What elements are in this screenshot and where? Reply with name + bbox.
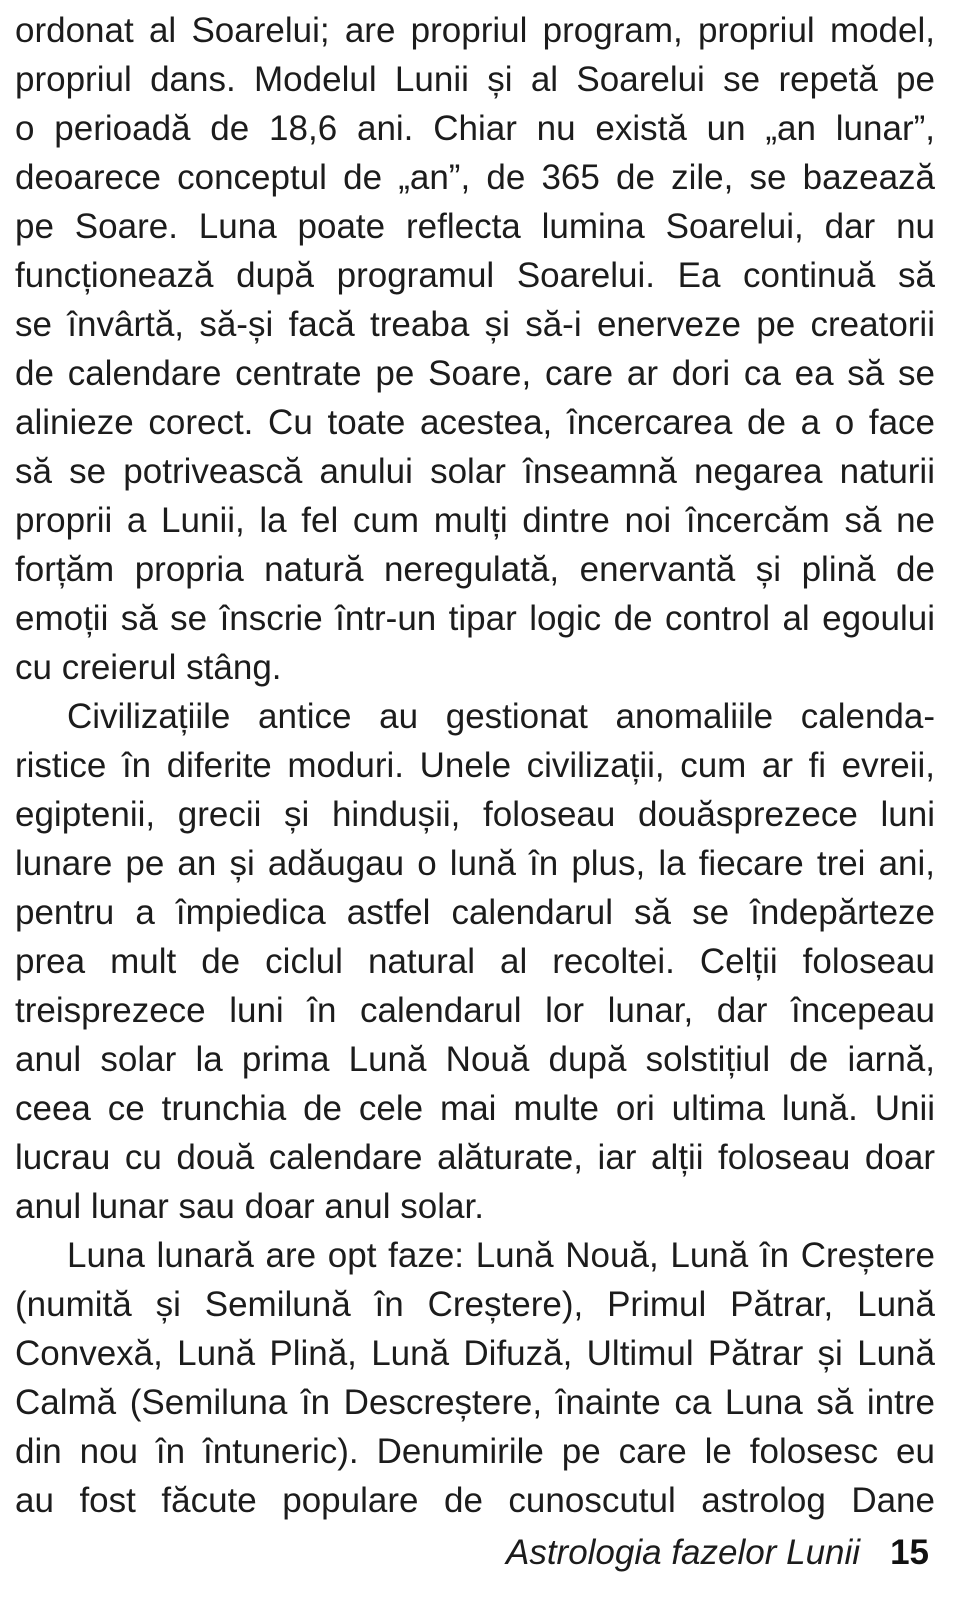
text-line: să se potrivească anului solar înseamnă negarea naturii [15, 452, 935, 491]
text-line: propriul dans. Modelul Lunii și al Soarelui se repetă pe [15, 60, 935, 99]
text-line: o perioadă de 18,6 ani. Chiar nu există un „an lunar”, [15, 109, 935, 148]
text-line: ordonat al Soarelui; are propriul program, propriul model, [15, 11, 935, 50]
text-line: alinieze corect. Cu toate acestea, încercarea de a o face [15, 403, 935, 442]
text-line: anul lunar sau doar anul solar. [15, 1187, 484, 1226]
text-line: deoarece conceptul de „an”, de 365 de zile, se bazează [15, 158, 935, 197]
body-text [15, 6, 935, 1525]
running-footer-book-title: Astrologia fazelor Lunii [505, 1533, 861, 1572]
text-line: forțăm propria natură neregulată, enervantă și plină de [15, 550, 935, 589]
text-line: de calendare centrate pe Soare, care ar dori ca ea să se [15, 354, 935, 393]
text-line: treisprezece luni în calendarul lor lunar, dar începeau [15, 991, 935, 1030]
paragraph [15, 6, 935, 692]
paragraph [15, 1231, 935, 1525]
page-number: 15 [890, 1533, 929, 1572]
text-line: lunare pe an și adăugau o lună în plus, la fiecare trei ani, [15, 844, 935, 883]
paragraph [15, 692, 935, 1231]
text-line: (numită și Semilună în Creștere), Primul Pătrar, Lună [15, 1285, 935, 1324]
text-line: Calmă (Semiluna în Descreștere, înainte ca Luna să intre [15, 1383, 935, 1422]
text-line: ristice în diferite moduri. Unele civilizații, cum ar fi evreii, [15, 746, 935, 785]
text-line: egiptenii, grecii și hindușii, foloseau douăsprezece luni [15, 795, 935, 834]
text-line: au fost făcute populare de cunoscutul astrolog Dane [15, 1481, 935, 1520]
text-line: funcționează după programul Soarelui. Ea continuă să [15, 256, 935, 295]
text-line: se învârtă, să-și facă treaba și să-i enerveze pe creatorii [15, 305, 935, 344]
text-line: pentru a împiedica astfel calendarul să se îndepărteze [15, 893, 935, 932]
text-line: din nou în întuneric). Denumirile pe care le folosesc eu [15, 1432, 935, 1471]
text-line: proprii a Lunii, la fel cum mulți dintre noi încercăm să ne [15, 501, 935, 540]
text-line: Convexă, Lună Plină, Lună Difuză, Ultimul Pătrar și Lună [15, 1334, 935, 1373]
text-line: ceea ce trunchia de cele mai multe ori ultima lună. Unii [15, 1089, 935, 1128]
text-line: Luna lunară are opt faze: Lună Nouă, Lună în Creștere [67, 1236, 935, 1275]
text-line: cu creierul stâng. [15, 648, 282, 687]
text-line: pe Soare. Luna poate reflecta lumina Soarelui, dar nu [15, 207, 935, 246]
text-line: prea mult de ciclul natural al recoltei. Celții foloseau [15, 942, 935, 981]
text-line: anul solar la prima Lună Nouă după solstițiul de iarnă, [15, 1040, 935, 1079]
text-line: emoții să se înscrie într-un tipar logic de control al egoului [15, 599, 935, 638]
page-footer [15, 1528, 935, 1577]
text-line: Civilizațiile antice au gestionat anomaliile calenda- [67, 697, 935, 736]
text-line: lucrau cu două calendare alăturate, iar alții foloseau doar [15, 1138, 935, 1177]
